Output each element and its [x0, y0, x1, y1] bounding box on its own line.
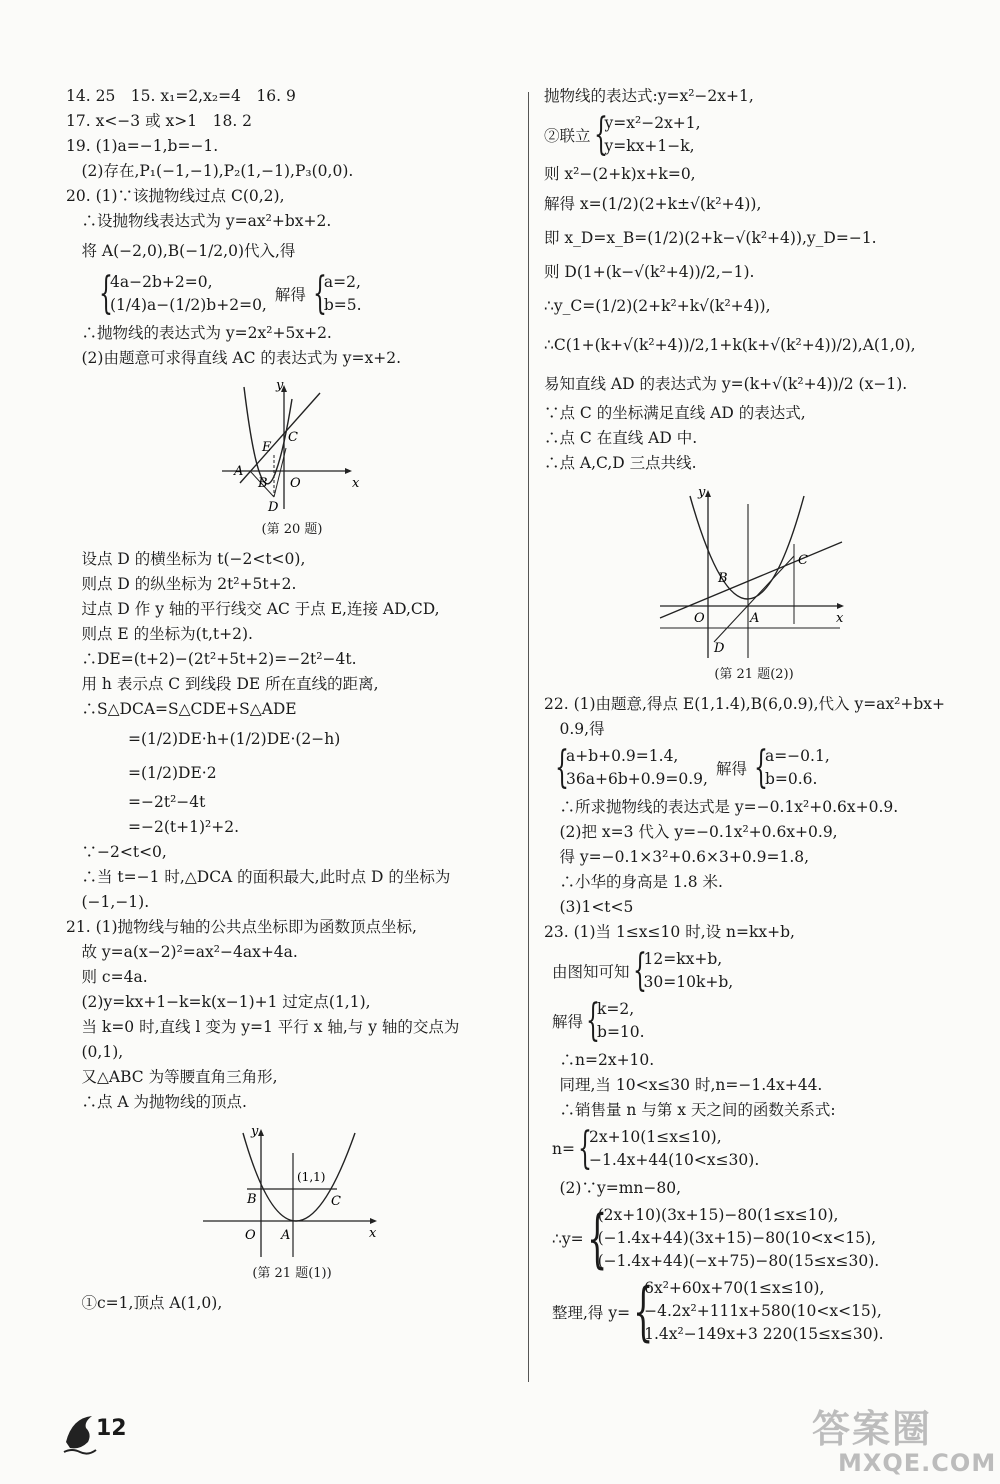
figure-21-1	[66, 1123, 518, 1285]
answer-line: (−1,−1).	[66, 893, 150, 911]
system-row: −1.4x+44(10<x≤30).	[588, 1151, 760, 1169]
origin-label: O	[694, 611, 705, 626]
calc-line: =−2t²−4t	[128, 793, 206, 811]
answer-line: (2)由题意可求得直线 AC 的表达式为 y=x+2.	[66, 349, 402, 367]
answer-line: (2)把 x=3 代入 y=−0.1x²+0.6x+0.9,	[544, 823, 838, 841]
figure-21-2-graph	[654, 484, 854, 664]
point-label-a: A	[281, 1228, 291, 1243]
system-row: b=10.	[597, 1023, 645, 1041]
system-row: a=−0.1,	[764, 747, 830, 765]
point-label-a: A	[234, 464, 244, 479]
answer-line: 14. 25 15. x₁=2,x₂=4 16. 9	[66, 87, 296, 105]
point-label-b: B	[258, 476, 268, 491]
answer-line: 22. (1)由题意,得点 E(1,1.4),B(6,0.9),代入 y=ax²+bx+	[544, 695, 946, 713]
system-rows	[110, 271, 267, 317]
answer-line: ∴小华的身高是 1.8 米.	[544, 873, 723, 891]
system-rows	[605, 112, 701, 158]
system-lead: ②联立	[544, 127, 591, 145]
watermark-url: MXQE.COM	[838, 1449, 997, 1477]
answer-line: (2)y=kx+1−k=k(x−1)+1 过定点(1,1),	[66, 993, 371, 1011]
system-rows	[644, 948, 734, 994]
origin-label: O	[290, 476, 301, 491]
system-row: 1.4x²−149x+3 220(15≤x≤30).	[644, 1325, 884, 1343]
equation-system-23c	[544, 1123, 964, 1174]
answer-line: ∴C(1+(k+√(k²+4))/2,1+k(k+√(k²+4))/2),A(1,0),	[544, 336, 916, 354]
answer-line: 解得 x=(1/2)(2+k±√(k²+4)),	[544, 195, 762, 213]
answer-line: (2)∵y=mn−80,	[544, 1179, 682, 1197]
point-label-b: B	[247, 1192, 257, 1207]
equation-system-23b	[544, 995, 964, 1046]
system-lead: 整理,得 y=	[552, 1303, 631, 1322]
answer-line: 0.9,得	[544, 720, 605, 738]
system-lead: 由图知可知	[552, 963, 630, 981]
point-label-c: C	[288, 430, 298, 445]
answer-line: 易知直线 AD 的表达式为 y=(k+√(k²+4))/2 (x−1).	[544, 375, 908, 393]
answer-line: 抛物线的表达式:y=x²−2x+1,	[544, 87, 754, 105]
system-rows	[589, 1126, 759, 1172]
system-rows	[644, 1277, 883, 1346]
answer-line: ∵点 C 的坐标满足直线 AD 的表达式,	[544, 404, 806, 422]
answer-line: ∴当 t=−1 时,△DCA 的面积最大,此时点 D 的坐标为	[66, 868, 451, 886]
point-label-11: (1,1)	[297, 1170, 326, 1184]
figure-caption: (第 20 题)	[261, 522, 323, 537]
answer-line: 故 y=a(x−2)²=ax²−4ax+4a.	[66, 943, 298, 961]
right-column	[544, 84, 964, 1350]
axis-label-y: y	[276, 379, 284, 393]
axis-label-x: x	[369, 1226, 377, 1241]
answer-line: ∴点 C 在直线 AD 中.	[544, 429, 698, 447]
system-row: b=0.6.	[764, 770, 818, 788]
system-row: (1/4)a−(1/2)b+2=0,	[110, 296, 267, 314]
axis-label-y: y	[251, 1124, 259, 1139]
answer-line: ∴抛物线的表达式为 y=2x²+5x+2.	[66, 324, 332, 342]
system-row: k=2,	[597, 1000, 635, 1018]
brace: {	[312, 268, 327, 319]
answer-line: 即 x_D=x_B=(1/2)(2+k−√(k²+4)),y_D=−1.	[544, 229, 877, 247]
answer-line: ①c=1,顶点 A(1,0),	[66, 1294, 223, 1312]
answer-line: (0,1),	[66, 1043, 124, 1061]
brace: {	[633, 1274, 654, 1349]
answer-line: 则 c=4a.	[66, 968, 148, 986]
answer-line: ∴n=2x+10.	[544, 1051, 655, 1069]
brace: {	[555, 742, 569, 793]
answer-line: 又△ABC 为等腰直角三角形,	[66, 1068, 278, 1086]
system-row: (−1.4x+44)(−x+75)−80(15≤x≤30).	[597, 1252, 880, 1270]
answer-line: 则点 D 的纵坐标为 2t²+5t+2.	[66, 575, 297, 593]
page-number: 12	[96, 1416, 127, 1441]
system-row: (−1.4x+44)(3x+15)−80(10<x<15),	[597, 1229, 877, 1247]
brace: {	[753, 742, 768, 793]
brace: {	[593, 109, 608, 160]
point-label-e: E	[262, 440, 272, 455]
answer-line: 23. (1)当 1≤x≤10 时,设 n=kx+b,	[544, 923, 795, 941]
equation-system-20	[66, 268, 518, 319]
calc-line: =(1/2)DE·h+(1/2)DE·(2−h)	[128, 730, 341, 748]
system-result	[324, 271, 362, 317]
system-rows	[598, 1204, 880, 1273]
point-label-c: C	[798, 553, 808, 568]
axis-label-x: x	[352, 476, 360, 491]
answer-line: 则点 E 的坐标为(t,t+2).	[66, 625, 253, 643]
answer-line: 则 D(1+(k−√(k²+4))/2,−1).	[544, 263, 755, 281]
solve-label: 解得	[715, 760, 747, 778]
figure-caption: (第 21 题(1))	[252, 1266, 332, 1281]
solve-label: 解得	[274, 286, 306, 304]
figure-20	[66, 379, 518, 541]
brace: {	[99, 268, 113, 319]
system-row: 30=10k+b,	[643, 973, 734, 991]
axis-label-x: x	[836, 611, 844, 626]
answer-line: 过点 D 作 y 轴的平行线交 AC 于点 E,连接 AD,CD,	[66, 600, 440, 618]
answer-line: ∵−2<t<0,	[66, 843, 167, 861]
answer-line: 将 A(−2,0),B(−1/2,0)代入,得	[66, 242, 296, 260]
left-column	[66, 84, 518, 1316]
system-lead: n=	[552, 1140, 575, 1158]
system-row: −4.2x²+111x+580(10<x<15),	[644, 1302, 882, 1320]
answer-line: 则 x²−(2+k)x+k=0,	[544, 165, 696, 183]
point-label-c: C	[331, 1194, 341, 1209]
answer-line: 20. (1)∵该抛物线过点 C(0,2),	[66, 187, 285, 205]
answer-line: 用 h 表示点 C 到线段 DE 所在直线的距离,	[66, 675, 379, 693]
system-row: 6x²+60x+70(1≤x≤10),	[644, 1279, 825, 1297]
system-row: 36a+6b+0.9=0.9,	[566, 770, 708, 788]
calc-line: =−2(t+1)²+2.	[128, 818, 239, 836]
point-label-a: A	[750, 611, 760, 626]
system-row: 12=kx+b,	[643, 950, 723, 968]
answer-line: 设点 D 的横坐标为 t(−2<t<0),	[66, 550, 306, 568]
system-row: a=2,	[323, 273, 361, 291]
point-label-b: B	[718, 571, 728, 586]
column-divider	[528, 92, 529, 1382]
system-row: y=kx+1−k,	[604, 137, 695, 155]
answer-line: ∴所求抛物线的表达式是 y=−0.1x²+0.6x+0.9.	[544, 798, 899, 816]
system-row: 2x+10(1≤x≤10),	[588, 1128, 722, 1146]
answer-line: 同理,当 10<x≤30 时,n=−1.4x+44.	[544, 1076, 823, 1094]
dolphin-logo-icon	[62, 1412, 98, 1456]
equation-system-22	[544, 742, 964, 793]
answer-line: 19. (1)a=−1,b=−1.	[66, 137, 219, 155]
answer-line: (2)存在,P₁(−1,−1),P₂(1,−1),P₃(0,0).	[66, 162, 354, 180]
figure-21-1-graph	[197, 1123, 387, 1263]
answer-line: 当 k=0 时,直线 l 变为 y=1 平行 x 轴,与 y 轴的交点为	[66, 1018, 460, 1036]
answer-line: ∴设抛物线表达式为 y=ax²+bx+2.	[66, 212, 332, 230]
watermark	[812, 1398, 997, 1478]
equation-system-23d	[544, 1201, 964, 1276]
system-row: (2x+10)(3x+15)−80(1≤x≤10),	[597, 1206, 839, 1224]
figure-caption: (第 21 题(2))	[714, 667, 794, 682]
system-lead: 解得	[552, 1013, 584, 1031]
brace: {	[586, 1201, 607, 1276]
answer-line: ∴点 A 为抛物线的顶点.	[66, 1093, 247, 1111]
system-rows	[597, 998, 645, 1044]
system-lead: ∴y=	[552, 1229, 584, 1248]
system-row: a+b+0.9=1.4,	[566, 747, 679, 765]
answer-line: 17. x<−3 或 x>1 18. 2	[66, 112, 253, 130]
answer-line: ∴y_C=(1/2)(2+k²+k√(k²+4)),	[544, 297, 771, 315]
answer-line: (3)1<t<5	[544, 898, 634, 916]
equation-system-23e	[544, 1274, 964, 1349]
answer-line: 得 y=−0.1×3²+0.6×3+0.9=1.8,	[544, 848, 810, 866]
answer-line: ∴S△DCA=S△CDE+S△ADE	[66, 700, 297, 718]
answer-line: ∴点 A,C,D 三点共线.	[544, 454, 697, 472]
system-result	[765, 745, 830, 791]
brace: {	[586, 995, 601, 1046]
calc-line: =(1/2)DE·2	[128, 764, 217, 782]
brace: {	[577, 1123, 592, 1174]
system-row: y=x²−2x+1,	[604, 114, 701, 132]
axis-label-y: y	[698, 485, 706, 500]
answer-line: ∴DE=(t+2)−(2t²+5t+2)=−2t²−4t.	[66, 650, 357, 668]
answer-line: ∴销售量 n 与第 x 天之间的函数关系式:	[544, 1101, 836, 1119]
brace: {	[632, 945, 647, 996]
equation-system-21	[544, 109, 964, 160]
page-number-block	[62, 1412, 142, 1462]
origin-label: O	[245, 1228, 256, 1243]
point-label-d: D	[268, 500, 279, 515]
system-row: b=5.	[323, 296, 362, 314]
watermark-title: 答案圈	[812, 1407, 933, 1451]
system-row: 4a−2b+2=0,	[110, 273, 213, 291]
point-label-d: D	[714, 641, 725, 656]
answer-line: 21. (1)抛物线与轴的公共点坐标即为函数顶点坐标,	[66, 918, 417, 936]
figure-20-graph	[212, 379, 372, 519]
system-rows	[566, 745, 708, 791]
equation-system-23a	[544, 945, 964, 996]
figure-21-2	[544, 484, 964, 686]
